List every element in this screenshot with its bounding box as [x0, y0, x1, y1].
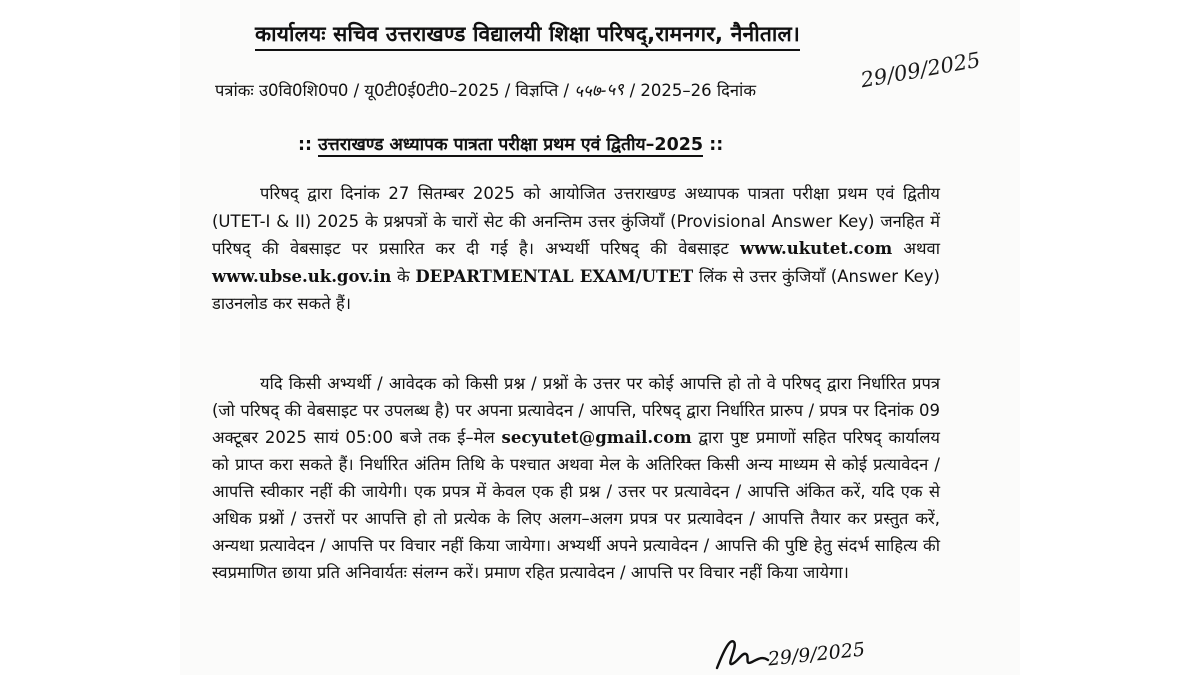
- paragraph-objections: [212, 370, 940, 586]
- reference-line: [215, 78, 756, 101]
- title-left-marks: ::: [298, 135, 312, 155]
- exam-link-name: DEPARTMENTAL EXAM/UTET: [415, 266, 694, 286]
- signature-date: 29/9/2025: [766, 638, 867, 671]
- signature-mark: [712, 630, 872, 675]
- paragraph-answer-key: [212, 180, 940, 318]
- title-text: उत्तराखण्ड अध्यापक पात्रता परीक्षा प्रथम एवं द्वितीय–2025: [318, 135, 704, 155]
- website-ukutet: www.ukutet.com: [740, 239, 893, 258]
- handwritten-date: 29/09/2025: [858, 47, 983, 93]
- para2-text-1: यदि किसी अभ्यर्थी / आवेदक को किसी प्रश्न / प्रश्नों के उत्तर पर कोई आपत्ति हो तो वे परिषद् द्वारा निर्धारित प्रपत्र (जो परिषद् की वेबसाइट पर उपलब्ध है) पर अपना प्रत्यावेदन / आपत्ति, परिषद् द्वारा निर्धारित प्रारुप / प्रपत्र पर दिनांक 09 अक्टूबर 2025 सायं 05:00 बजे तक ई–मेल: [212, 374, 940, 447]
- handwritten-letter-number: ५५७-५९: [573, 79, 625, 103]
- para2-text-2: द्वारा पुष्ट प्रमाणों सहित परिषद् कार्यालय को प्राप्त करा सकते हैं। निर्धारित अंतिम तिथि के पश्चात अथवा मेल के अतिरिक्त किसी अन्य माध्यम से कोई प्रत्यावेदन / आपत्ति स्वीकार नहीं की जायेगी। एक प्रपत्र में केवल एक ही प्रश्न / उत्तर पर प्रत्यावेदन / आपत्ति अंकित करें, यदि एक से अधिक प्रश्नों / उत्तरों पर आपत्ति हो तो प्रत्येक के लिए अलग–अलग प्रपत्र पर प्रत्यावेदन / आपत्ति तैयार कर प्रस्तुत करें, अन्यथा प्रत्यावेदन / आपत्ति पर विचार नहीं किया जायेगा। अभ्यर्थी अपने प्रत्यावेदन / आपत्ति की पुष्टि हेतु संदर्भ साहित्य की स्वप्रमाणित छाया प्रति अनिवार्यतः संलग्न करें। प्रमाण रहित प्रत्यावेदन / आपत्ति पर विचार नहीं किया जायेगा।: [212, 428, 940, 582]
- office-header: कार्यालयः सचिव उत्तराखण्ड विद्यालयी शिक्षा परिषद्,रामनगर, नैनीताल।: [255, 20, 800, 51]
- para1-text-2: अथवा: [903, 239, 940, 258]
- reference-suffix: / 2025–26 दिनांक: [629, 81, 757, 100]
- title-right-marks: ::: [709, 135, 724, 155]
- website-ubse: www.ubse.uk.gov.in: [212, 266, 392, 286]
- para1-text-4: लिंक से उत्तर कुंजियाँ (Answer Key) डाउनलोड कर सकते हैं।: [212, 266, 940, 313]
- reference-prefix: पत्रांकः उ0वि0शि0प0 / यू0टी0ई0टी0–2025 / विज्ञप्ति /: [215, 81, 570, 100]
- objection-email: secyutet@gmail.com: [501, 428, 692, 447]
- para1-text-1: परिषद् द्वारा दिनांक 27 सितम्बर 2025 को आयोजित उत्तराखण्ड अध्यापक पात्रता परीक्षा प्रथम एवं द्वितीय (UTET-I & II) 2025 के प्रश्नपत्रों के चारों सेट की अनन्तिम उत्तर कुंजियाँ (Provisional Answer Key) जनहित में परिषद् की वेबसाइट पर प्रसारित कर दी गई है। अभ्यर्थी परिषद् की वेबसाइट: [212, 184, 940, 258]
- para1-text-3: के: [397, 266, 410, 286]
- notice-title: [298, 132, 723, 156]
